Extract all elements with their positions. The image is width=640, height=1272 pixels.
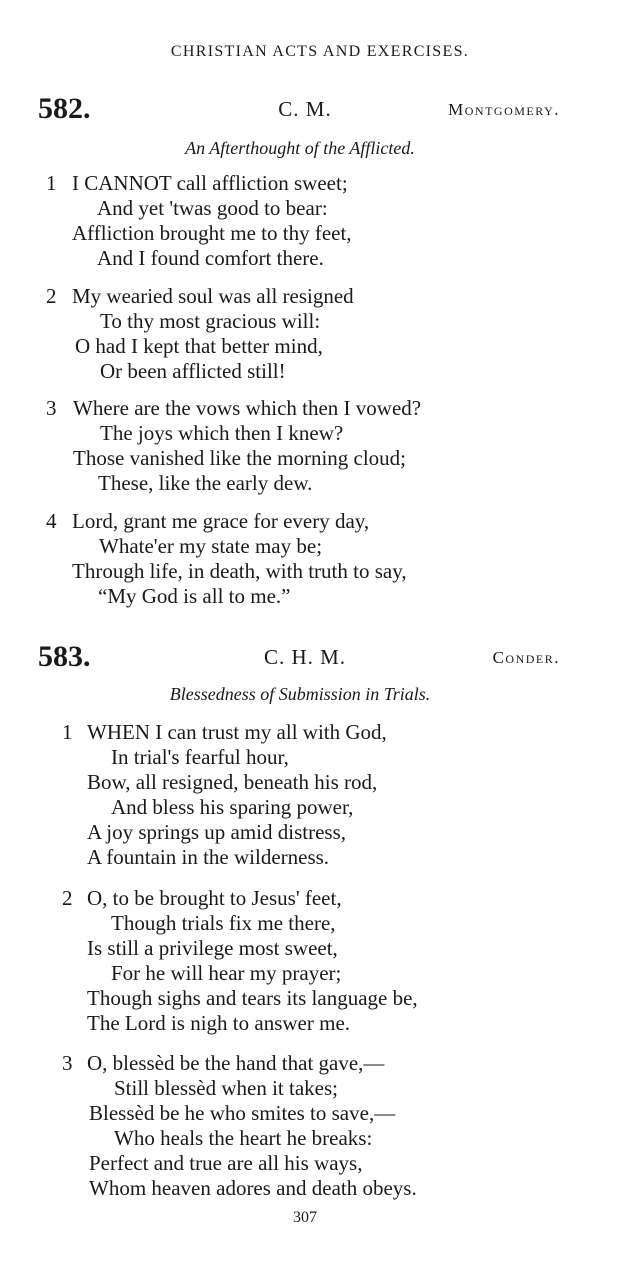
verse-line: Through life, in death, with truth to say, — [72, 559, 407, 583]
verse-line: These, like the early dew. — [98, 471, 313, 495]
hymn-subtitle: Blessedness of Submission in Trials. — [169, 684, 431, 704]
verse-line: To thy most gracious will: — [100, 309, 321, 333]
verse-line: Blessèd be he who smites to save,— — [89, 1101, 396, 1125]
verse-line: Though sighs and tears its language be, — [87, 986, 418, 1010]
hymn-meter: C. H. M. — [263, 645, 347, 669]
verse-line: Or been afflicted still! — [100, 359, 286, 383]
verse-line: Whom heaven adores and death obeys. — [89, 1176, 417, 1200]
verse-line: Whate'er my state may be; — [99, 534, 323, 558]
verse-line: Who heals the heart he breaks: — [114, 1126, 373, 1150]
verse-line: Those vanished like the morning cloud; — [73, 446, 407, 470]
verse-line: Bow, all resigned, beneath his rod, — [87, 770, 378, 794]
verse-line: Affliction brought me to thy feet, — [72, 221, 352, 245]
verse-line: Lord, grant me grace for every day, — [72, 509, 370, 533]
running-head: CHRISTIAN ACTS AND EXERCISES. — [170, 43, 470, 60]
verse-line: Still blessèd when it takes; — [114, 1076, 338, 1100]
verse-line: O had I kept that better mind, — [75, 334, 323, 358]
hymn-582-header — [0, 92, 640, 132]
stanza-number: 1 — [62, 720, 73, 744]
stanza-number: 4 — [46, 509, 57, 533]
stanza-number: 2 — [62, 886, 73, 910]
verse-line: Where are the vows which then I vowed? — [73, 396, 422, 420]
verse-line: For he will hear my prayer; — [111, 961, 342, 985]
verse-line: And bless his sparing power, — [111, 795, 354, 819]
hymn-author: Montgomery. — [448, 100, 560, 119]
verse-line: Is still a privilege most sweet, — [87, 936, 338, 960]
verse-line: O, blessèd be the hand that gave,— — [87, 1051, 385, 1075]
stanza-number: 2 — [46, 284, 57, 308]
stanza-number: 3 — [62, 1051, 73, 1075]
stanza-number: 1 — [46, 171, 57, 195]
verse-line: In trial's fearful hour, — [111, 745, 289, 769]
verse-line: My wearied soul was all resigned — [72, 284, 354, 308]
verse-line: Though trials fix me there, — [111, 911, 336, 935]
verse-line: Perfect and true are all his ways, — [89, 1151, 363, 1175]
verse-line: And yet 'twas good to bear: — [97, 196, 328, 220]
hymn-number: 583. — [38, 640, 91, 673]
verse-line: A fountain in the wilderness. — [87, 845, 330, 869]
hymn-meter: C. M. — [278, 97, 332, 121]
verse-line: “My God is all to me.” — [98, 584, 291, 608]
verse-line: A joy springs up amid distress, — [87, 820, 347, 844]
verse-line: O, to be brought to Jesus' feet, — [87, 886, 342, 910]
verse-line: The Lord is nigh to answer me. — [87, 1011, 351, 1035]
hymn-583-header — [0, 640, 640, 680]
verse-line: WHEN I can trust my all with God, — [87, 720, 387, 744]
hymn-subtitle: An Afterthought of the Afflicted. — [185, 138, 415, 158]
verse-line: The joys which then I knew? — [100, 421, 344, 445]
hymn-number: 582. — [38, 92, 91, 125]
stanza-number: 3 — [46, 396, 57, 420]
page-number: 307 — [293, 1209, 317, 1226]
hymn-author: Conder. — [492, 648, 560, 667]
verse-line: I CANNOT call affliction sweet; — [72, 171, 348, 195]
verse-line: And I found comfort there. — [97, 246, 324, 270]
